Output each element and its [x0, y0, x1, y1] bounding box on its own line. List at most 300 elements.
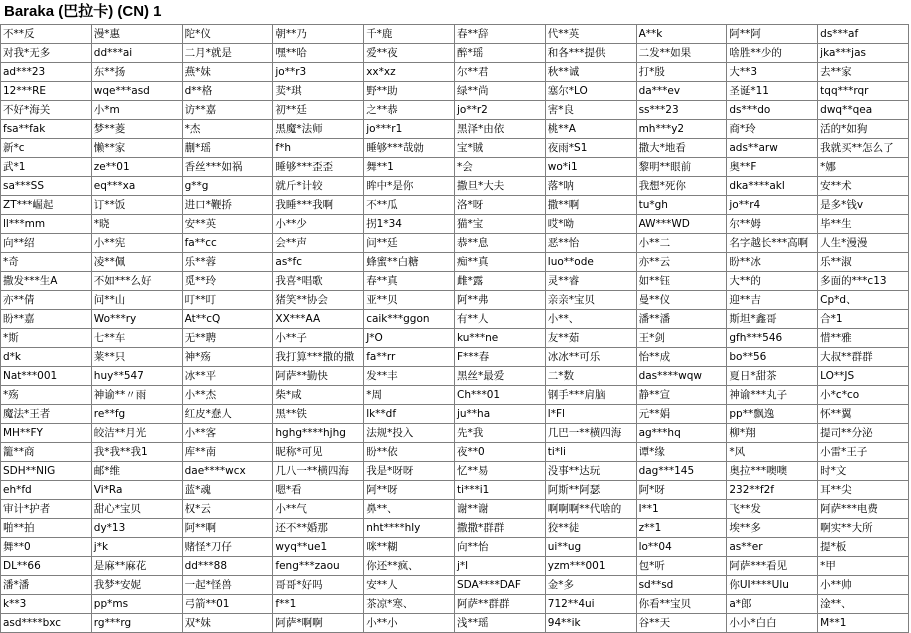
table-cell: jka***jas — [818, 44, 909, 63]
table-cell: 12***RE — [1, 82, 92, 101]
table-cell: 钢手***肩脑 — [545, 386, 636, 405]
table-row — [1, 310, 909, 329]
table-cell: 蜂蜜**白糖 — [364, 253, 455, 272]
table-cell: l**1 — [636, 500, 727, 519]
table-cell: 阿斯**阿瑟 — [545, 481, 636, 500]
table-cell: 埃**多 — [727, 519, 818, 538]
table-cell: 陀*仪 — [182, 25, 273, 44]
table-cell: 猫*宝 — [454, 215, 545, 234]
table-row — [1, 215, 909, 234]
table-row — [1, 386, 909, 405]
table-cell: 我想*死你 — [636, 177, 727, 196]
table-row — [1, 25, 909, 44]
table-cell: 宝*賊 — [454, 139, 545, 158]
table-cell: tqq***rqr — [818, 82, 909, 101]
table-cell: *会 — [454, 158, 545, 177]
table-cell: 是麻**麻花 — [91, 557, 182, 576]
table-cell: *奇 — [1, 253, 92, 272]
table-cell: 安**英 — [182, 215, 273, 234]
table-cell: ze**01 — [91, 158, 182, 177]
table-cell: 神谕**〃雨 — [91, 386, 182, 405]
table-cell: 你还**疯、 — [364, 557, 455, 576]
table-cell: 忆**易 — [454, 462, 545, 481]
table-cell: ll***mm — [1, 215, 92, 234]
table-cell: 阿萨***电费 — [818, 500, 909, 519]
table-cell: 包*听 — [636, 557, 727, 576]
table-row — [1, 82, 909, 101]
table-cell: 不如***么好 — [91, 272, 182, 291]
table-cell: 安**术 — [818, 177, 909, 196]
table-cell: 审计*护者 — [1, 500, 92, 519]
table-cell: dae****wcx — [182, 462, 273, 481]
table-cell: 燕*妹 — [182, 63, 273, 82]
table-cell: 库**南 — [182, 443, 273, 462]
table-cell: 千*鹿 — [364, 25, 455, 44]
table-row — [1, 101, 909, 120]
table-cell: J*O — [364, 329, 455, 348]
table-cell: ads**arw — [727, 139, 818, 158]
table-row — [1, 177, 909, 196]
table-cell: re**fg — [91, 405, 182, 424]
table-cell: 小**杰 — [182, 386, 273, 405]
table-cell: 不好*海关 — [1, 101, 92, 120]
table-cell: 甜心*宝贝 — [91, 500, 182, 519]
table-cell: da***ev — [636, 82, 727, 101]
table-cell: 黑**铁 — [273, 405, 364, 424]
table-cell: ti*li — [545, 443, 636, 462]
table-cell: 籠**商 — [1, 443, 92, 462]
table-cell: 我打算***撒的撒 — [273, 348, 364, 367]
table-row — [1, 424, 909, 443]
table-cell: 阿*呀 — [636, 481, 727, 500]
table-cell: dy*13 — [91, 519, 182, 538]
names-table-body — [1, 25, 909, 633]
table-row — [1, 272, 909, 291]
table-cell: 打*殷 — [636, 63, 727, 82]
table-cell: eq***xa — [91, 177, 182, 196]
table-cell: 双*妹 — [182, 614, 273, 633]
table-cell: *甲 — [818, 557, 909, 576]
table-cell: 香丝***如祸 — [182, 158, 273, 177]
table-cell: Wo***ry — [91, 310, 182, 329]
table-cell: as*fc — [273, 253, 364, 272]
table-cell: 小**小 — [364, 614, 455, 633]
table-cell: 潘**潘 — [636, 310, 727, 329]
table-cell: 蒯*瑶 — [182, 139, 273, 158]
table-cell: 漫*惠 — [91, 25, 182, 44]
table-cell: 武*1 — [1, 158, 92, 177]
table-cell: 东**扬 — [91, 63, 182, 82]
table-cell: 神谕***丸子 — [727, 386, 818, 405]
table-cell: 阿萨**群群 — [454, 595, 545, 614]
table-cell: 小**气 — [273, 500, 364, 519]
table-cell: SDA****DAF — [454, 576, 545, 595]
page-title: Baraka (巴拉卡) (CN) 1 — [0, 0, 911, 24]
table-row — [1, 348, 909, 367]
table-cell: 我就买**怎么了 — [818, 139, 909, 158]
table-cell: 夏日*甜茶 — [727, 367, 818, 386]
table-cell: 柴*咸 — [273, 386, 364, 405]
table-cell: mh***y2 — [636, 120, 727, 139]
table-row — [1, 595, 909, 614]
table-cell: ZT***崛起 — [1, 196, 92, 215]
table-cell: 黑魔*法师 — [273, 120, 364, 139]
table-cell: 金*多 — [545, 576, 636, 595]
table-cell: 人生*漫漫 — [818, 234, 909, 253]
table-cell: luo**ode — [545, 253, 636, 272]
table-cell: ui**ug — [545, 538, 636, 557]
table-cell: 亲亲*宝贝 — [545, 291, 636, 310]
table-cell: 冰冰**可乐 — [545, 348, 636, 367]
table-cell: hghg****hjhg — [273, 424, 364, 443]
table-row — [1, 405, 909, 424]
table-cell: 哥哥*好吗 — [273, 576, 364, 595]
table-cell: 潘*潘 — [1, 576, 92, 595]
table-cell: ss***23 — [636, 101, 727, 120]
table-cell: 黑泽*由依 — [454, 120, 545, 139]
table-cell: 问**山 — [91, 291, 182, 310]
table-row — [1, 253, 909, 272]
table-cell: 阿**阿 — [727, 25, 818, 44]
table-cell: 黎明**眼前 — [636, 158, 727, 177]
table-cell: MH**FY — [1, 424, 92, 443]
table-cell: pp*ms — [91, 595, 182, 614]
table-cell: caik***ggon — [364, 310, 455, 329]
table-cell: A**k — [636, 25, 727, 44]
table-cell: a*郎 — [727, 595, 818, 614]
table-cell: 昵称*可见 — [273, 443, 364, 462]
table-cell: 小**帅 — [818, 576, 909, 595]
table-cell: d**格 — [182, 82, 273, 101]
table-cell: 咪**糊 — [364, 538, 455, 557]
table-cell: 魔法*王者 — [1, 405, 92, 424]
table-cell: 二*数 — [545, 367, 636, 386]
table-cell: nht****hly — [364, 519, 455, 538]
table-cell: 亦**云 — [636, 253, 727, 272]
names-table — [0, 24, 909, 633]
table-cell: 哎*呦 — [545, 215, 636, 234]
table-cell: 拐1*34 — [364, 215, 455, 234]
table-cell: 亚**贝 — [364, 291, 455, 310]
table-cell: 盼**依 — [364, 443, 455, 462]
table-cell: 迎**吉 — [727, 291, 818, 310]
table-cell: 小**少 — [273, 215, 364, 234]
table-cell: 叮**叮 — [182, 291, 273, 310]
table-cell: F***春 — [454, 348, 545, 367]
table-cell: 舞**1 — [364, 158, 455, 177]
table-cell: 莱**只 — [91, 348, 182, 367]
table-cell: 如**钰 — [636, 272, 727, 291]
table-cell: 绿**尚 — [454, 82, 545, 101]
table-cell: 盼**冰 — [727, 253, 818, 272]
table-cell: 眸中*是你 — [364, 177, 455, 196]
table-row — [1, 63, 909, 82]
table-cell: 尔**君 — [454, 63, 545, 82]
table-cell: 小雷*王子 — [818, 443, 909, 462]
table-cell: huy**547 — [91, 367, 182, 386]
table-cell: 惜**雅 — [818, 329, 909, 348]
table-cell: 大**的 — [727, 272, 818, 291]
table-cell: 弓箭**01 — [182, 595, 273, 614]
table-cell: 阿**弗 — [454, 291, 545, 310]
table-cell: ti***i1 — [454, 481, 545, 500]
table-row — [1, 158, 909, 177]
table-cell: 进口*鞭挢 — [182, 196, 273, 215]
table-row — [1, 462, 909, 481]
table-cell: f**1 — [273, 595, 364, 614]
table-cell: 懒**家 — [91, 139, 182, 158]
table-cell: wqe***asd — [91, 82, 182, 101]
table-cell: 曼**仪 — [636, 291, 727, 310]
table-cell: 洛*呀 — [454, 196, 545, 215]
table-cell: 权*云 — [182, 500, 273, 519]
table-cell: 向**怡 — [454, 538, 545, 557]
table-cell: 阿萨***看见 — [727, 557, 818, 576]
table-row — [1, 234, 909, 253]
table-cell: 啪**拍 — [1, 519, 92, 538]
table-cell: 神*殇 — [182, 348, 273, 367]
table-cell: 荬*琪 — [273, 82, 364, 101]
table-cell: 小**子 — [273, 329, 364, 348]
table-cell: rg***rg — [91, 614, 182, 633]
table-cell: 蓝*魂 — [182, 481, 273, 500]
table-cell: 夜**0 — [454, 443, 545, 462]
table-row — [1, 44, 909, 63]
table-cell: 时*文 — [818, 462, 909, 481]
table-cell: d*k — [1, 348, 92, 367]
table-cell: 盼**嘉 — [1, 310, 92, 329]
table-cell: 凌**佩 — [91, 253, 182, 272]
table-cell: fa**cc — [182, 234, 273, 253]
table-cell: 圣诞*11 — [727, 82, 818, 101]
table-cell: *娜 — [818, 158, 909, 177]
table-cell: wyq**ue1 — [273, 538, 364, 557]
table-cell: lk**df — [364, 405, 455, 424]
table-cell: 二发**如果 — [636, 44, 727, 63]
table-cell: At**cQ — [182, 310, 273, 329]
table-cell: 睡够***哉勍 — [364, 139, 455, 158]
table-cell: 谭*缘 — [636, 443, 727, 462]
table-row — [1, 120, 909, 139]
table-cell: 茶凉*寒、 — [364, 595, 455, 614]
table-cell: 爱**夜 — [364, 44, 455, 63]
table-cell: 撒大*地看 — [636, 139, 727, 158]
table-cell: 恭**息 — [454, 234, 545, 253]
table-cell: dd***88 — [182, 557, 273, 576]
table-cell: 恶**怡 — [545, 234, 636, 253]
table-cell: 元**娟 — [636, 405, 727, 424]
table-row — [1, 367, 909, 386]
table-cell: sa***SS — [1, 177, 92, 196]
table-cell: 232**f2f — [727, 481, 818, 500]
table-row — [1, 519, 909, 538]
table-cell: asd****bxc — [1, 614, 92, 633]
table-cell: XX***AA — [273, 310, 364, 329]
table-cell: 春**辞 — [454, 25, 545, 44]
table-cell: 嘿**哈 — [273, 44, 364, 63]
table-row — [1, 329, 909, 348]
table-cell: 之**恭 — [364, 101, 455, 120]
table-cell: *斯 — [1, 329, 92, 348]
table-cell: 多面的***c13 — [818, 272, 909, 291]
table-cell: DL**66 — [1, 557, 92, 576]
table-cell: 我梦*安妮 — [91, 576, 182, 595]
table-cell: 春**真 — [364, 272, 455, 291]
table-cell: 你看**宝贝 — [636, 595, 727, 614]
table-cell: jo**r4 — [727, 196, 818, 215]
table-cell: 静**宣 — [636, 386, 727, 405]
table-cell: 小**二 — [636, 234, 727, 253]
table-cell: z**1 — [636, 519, 727, 538]
table-cell: 阿**呀 — [364, 481, 455, 500]
table-row — [1, 291, 909, 310]
table-cell: 皎洁**月光 — [91, 424, 182, 443]
table-row — [1, 443, 909, 462]
table-cell: 是多*钱v — [818, 196, 909, 215]
table-cell: 睡够***歪歪 — [273, 158, 364, 177]
table-cell: ds***af — [818, 25, 909, 44]
table-cell: 野**助 — [364, 82, 455, 101]
table-cell: 秋**诚 — [545, 63, 636, 82]
table-cell: *风 — [727, 443, 818, 462]
table-cell: ag***hq — [636, 424, 727, 443]
table-cell: 觅**玲 — [182, 272, 273, 291]
table-cell: 小**客 — [182, 424, 273, 443]
table-cell: 活的*如狗 — [818, 120, 909, 139]
table-row — [1, 576, 909, 595]
table-cell: dka****akl — [727, 177, 818, 196]
table-cell: 冰**平 — [182, 367, 273, 386]
table-cell: 啊啊啊**代啥的 — [545, 500, 636, 519]
table-cell: 我喜*唱歌 — [273, 272, 364, 291]
table-cell: g**g — [182, 177, 273, 196]
table-cell: 几八一**横四海 — [273, 462, 364, 481]
table-cell: 订**饭 — [91, 196, 182, 215]
table-cell: 有**人 — [454, 310, 545, 329]
table-cell: 奥拉***噢噢 — [727, 462, 818, 481]
table-cell: 我是*呀呀 — [364, 462, 455, 481]
table-cell: 访**嘉 — [182, 101, 273, 120]
table-cell: ku***ne — [454, 329, 545, 348]
table-cell: 猪笑**协会 — [273, 291, 364, 310]
table-cell: LO**JS — [818, 367, 909, 386]
table-cell: pp**飘逸 — [727, 405, 818, 424]
table-cell: 代**英 — [545, 25, 636, 44]
table-cell: SDH**NIG — [1, 462, 92, 481]
table-cell: 阿**啊 — [182, 519, 273, 538]
table-cell: ds***do — [727, 101, 818, 120]
table-cell: jo**r3 — [273, 63, 364, 82]
table-cell: fa**rr — [364, 348, 455, 367]
table-cell: 不**反 — [1, 25, 92, 44]
table-cell: 鼻**、 — [364, 500, 455, 519]
table-cell: 黑丝*最爱 — [454, 367, 545, 386]
table-cell: 几巴一**横四海 — [545, 424, 636, 443]
table-cell: 怀**翼 — [818, 405, 909, 424]
table-row — [1, 196, 909, 215]
table-cell: 去**家 — [818, 63, 909, 82]
table-cell: 邮*维 — [91, 462, 182, 481]
table-cell: j*k — [91, 538, 182, 557]
table-cell: *殇 — [1, 386, 92, 405]
table-cell: 啥胜**少的 — [727, 44, 818, 63]
table-cell: eh*fd — [1, 481, 92, 500]
table-cell: 亦**倩 — [1, 291, 92, 310]
table-cell: 提*板 — [818, 538, 909, 557]
table-cell: jo***r1 — [364, 120, 455, 139]
table-cell: 赌怪*刀仔 — [182, 538, 273, 557]
table-cell: Vi*Ra — [91, 481, 182, 500]
table-cell: 对我*无多 — [1, 44, 92, 63]
table-cell: 雌*露 — [454, 272, 545, 291]
table-cell: 先*我 — [454, 424, 545, 443]
table-cell: 红皮*惷人 — [182, 405, 273, 424]
table-cell: 一起*怪兽 — [182, 576, 273, 595]
table-cell: 柳*翔 — [727, 424, 818, 443]
table-cell: 浅**瑶 — [454, 614, 545, 633]
table-cell: j*l — [454, 557, 545, 576]
table-cell: 尔**姆 — [727, 215, 818, 234]
table-cell: 还不**婚那 — [273, 519, 364, 538]
table-cell: 夜雨*S1 — [545, 139, 636, 158]
table-cell: *周 — [364, 386, 455, 405]
table-cell: 乐**蓉 — [182, 253, 273, 272]
table-cell: 痴**真 — [454, 253, 545, 272]
table-cell: 害*良 — [545, 101, 636, 120]
table-cell: das****wqw — [636, 367, 727, 386]
table-cell: 梦**菱 — [91, 120, 182, 139]
table-cell: 斯坦*鑫哥 — [727, 310, 818, 329]
table-cell: M**1 — [818, 614, 909, 633]
table-cell: 向**绍 — [1, 234, 92, 253]
table-cell: *晓 — [91, 215, 182, 234]
table-cell: 谷**天 — [636, 614, 727, 633]
table-cell: f*h — [273, 139, 364, 158]
table-cell: jo**r2 — [454, 101, 545, 120]
table-cell: 我睡***我啊 — [273, 196, 364, 215]
table-cell: 法规*投入 — [364, 424, 455, 443]
table-cell: 小**、 — [545, 310, 636, 329]
table-row — [1, 481, 909, 500]
table-row — [1, 500, 909, 519]
table-row — [1, 538, 909, 557]
table-cell: 初**廷 — [273, 101, 364, 120]
table-cell: 友**茹 — [545, 329, 636, 348]
table-cell: ju**ha — [454, 405, 545, 424]
table-cell: 乐**淑 — [818, 253, 909, 272]
table-cell: 大叔**群群 — [818, 348, 909, 367]
table-cell: yzm***001 — [545, 557, 636, 576]
table-cell: 撒旦*大夫 — [454, 177, 545, 196]
table-cell: dd***ai — [91, 44, 182, 63]
table-cell: 狡**徒 — [545, 519, 636, 538]
table-cell: tu*gh — [636, 196, 727, 215]
table-cell: 没事**达玩 — [545, 462, 636, 481]
table-cell: 飞**发 — [727, 500, 818, 519]
table-cell: gfh***546 — [727, 329, 818, 348]
table-cell: 怡**成 — [636, 348, 727, 367]
table-cell: 小小*白白 — [727, 614, 818, 633]
table-cell: 桃**A — [545, 120, 636, 139]
table-cell: 撒发***生A — [1, 272, 92, 291]
table-cell: 毕**生 — [818, 215, 909, 234]
table-cell: 灵**睿 — [545, 272, 636, 291]
table-cell: 94**ik — [545, 614, 636, 633]
table-cell: *杰 — [182, 120, 273, 139]
table-cell: 合*1 — [818, 310, 909, 329]
table-cell: 醉*瑶 — [454, 44, 545, 63]
table-cell: AW***WD — [636, 215, 727, 234]
